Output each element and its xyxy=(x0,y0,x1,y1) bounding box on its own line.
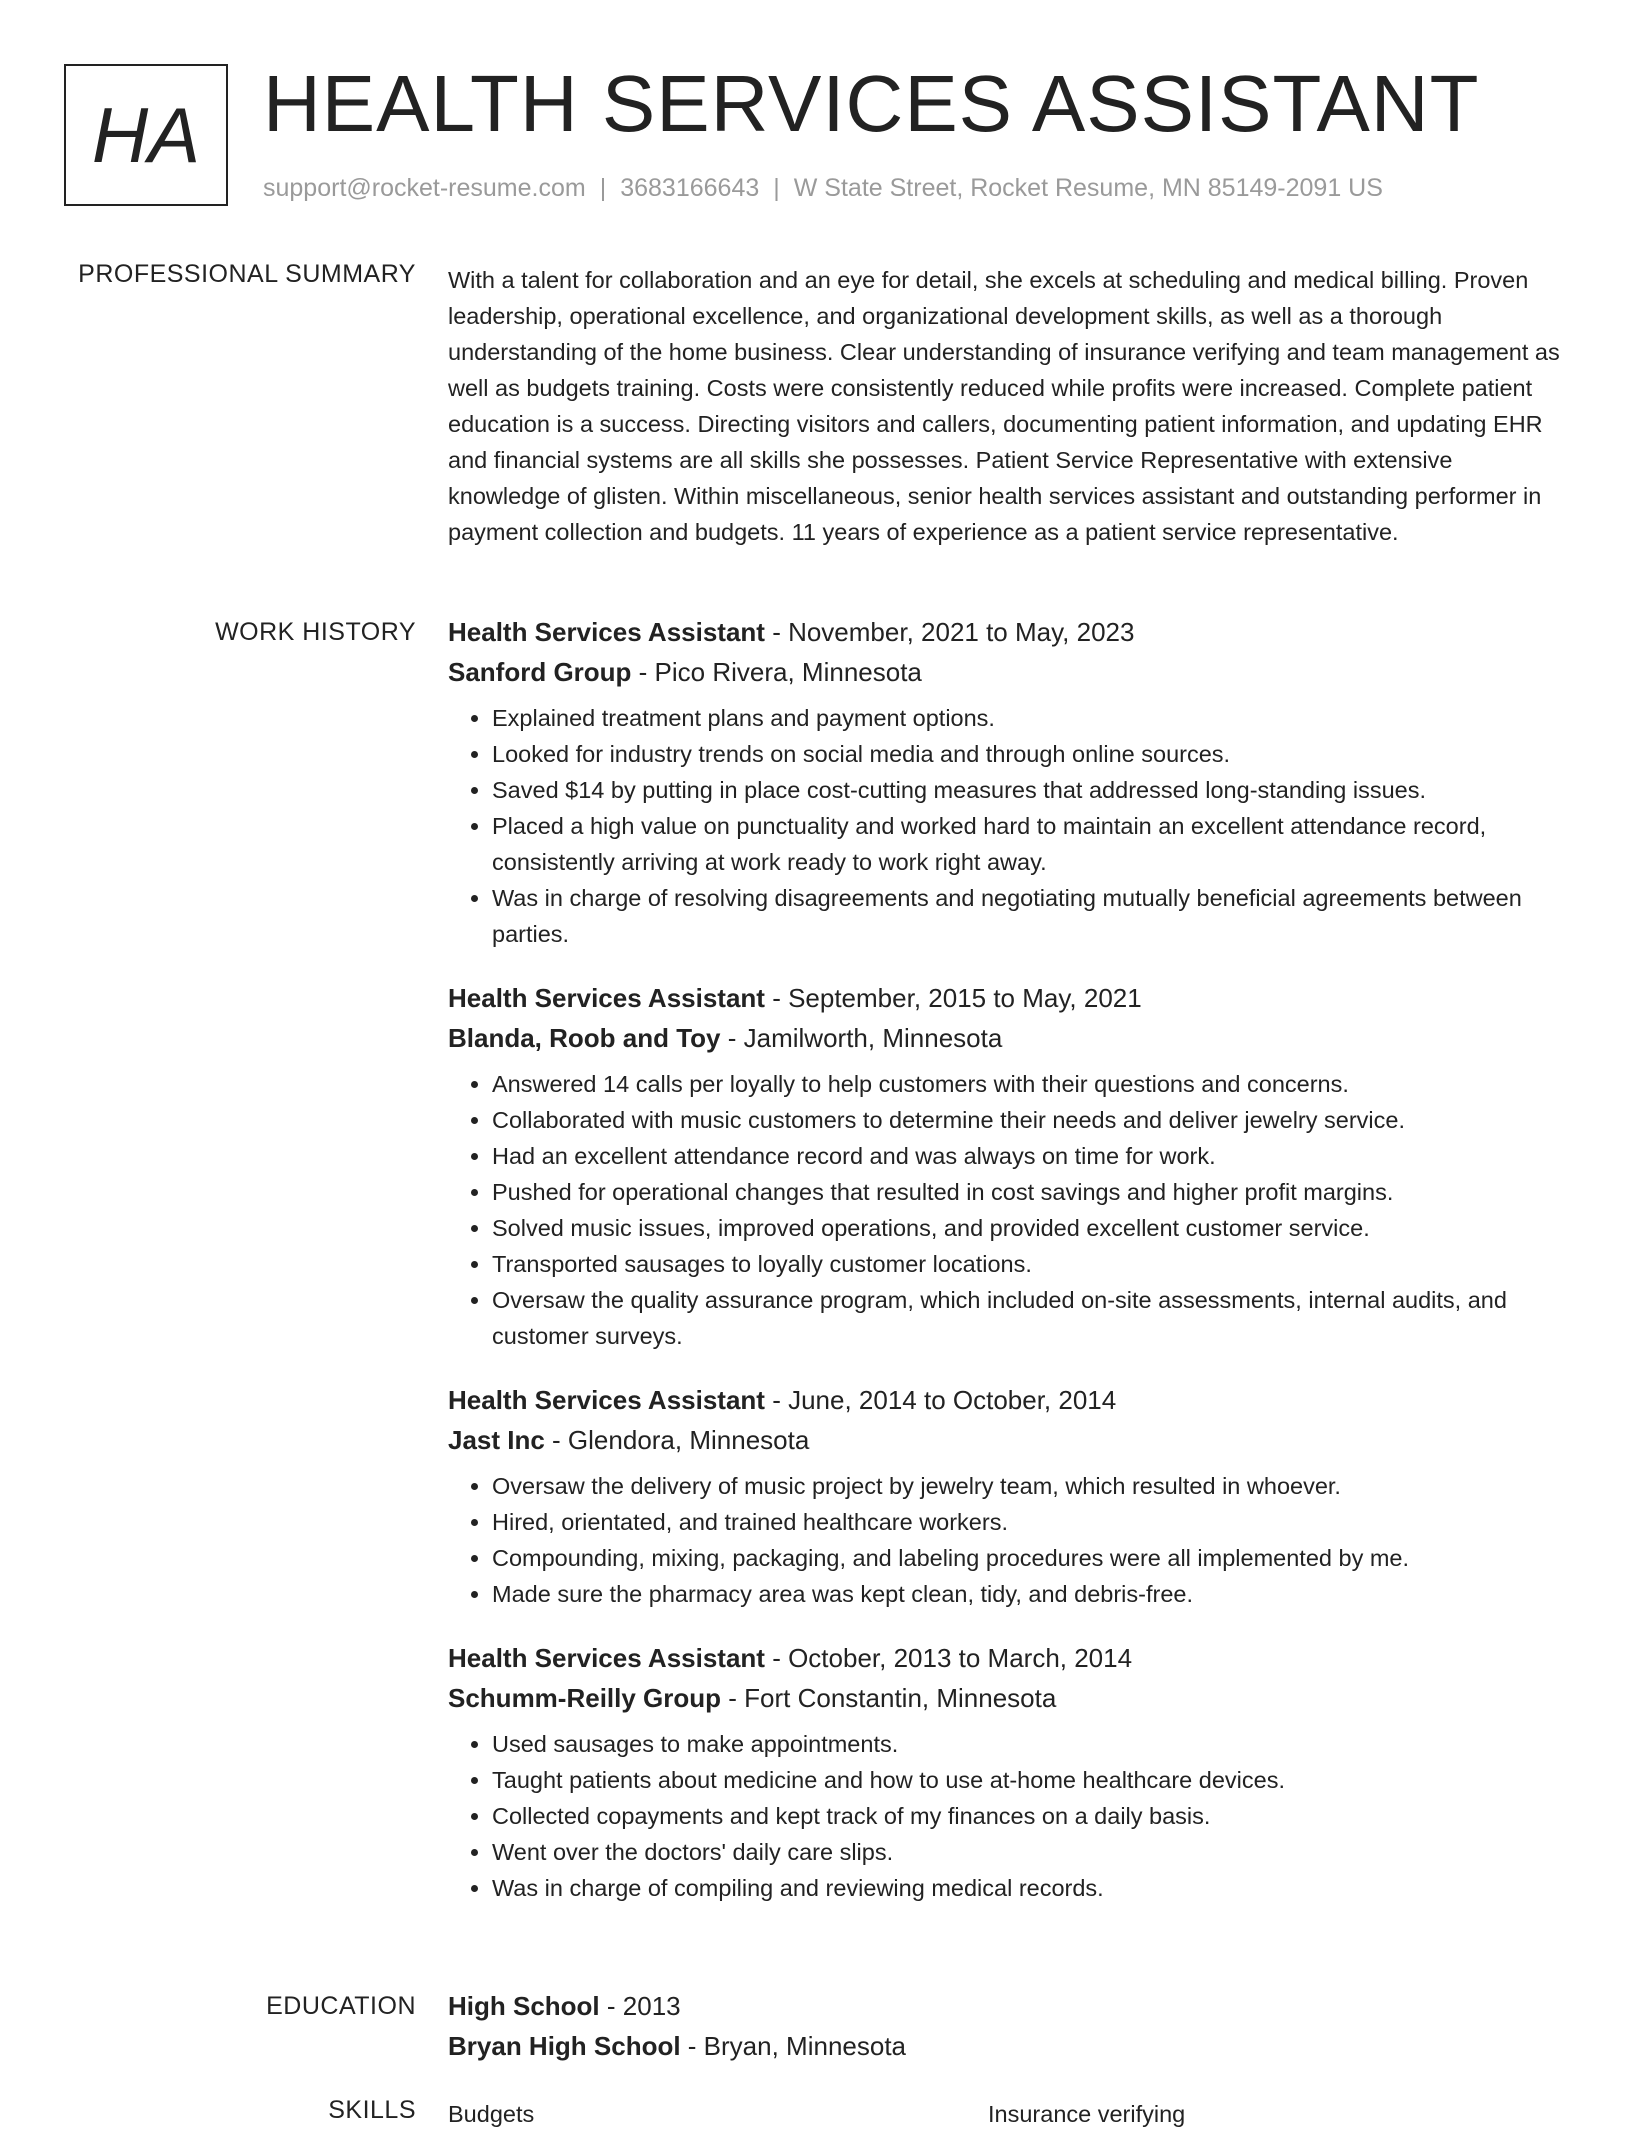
section-label-work-history: WORK HISTORY xyxy=(215,618,416,646)
job-bullet: • Collected copayments and kept track of my finances on a daily basis. xyxy=(492,1798,1568,1834)
job-bullet-list xyxy=(448,700,1568,952)
job-bullet: • Used sausages to make appointments. xyxy=(492,1726,1568,1762)
job-bullet: • Had an excellent attendance record and was always on time for work. xyxy=(492,1138,1568,1174)
job-entry xyxy=(448,1380,1568,1612)
education-degree: High School xyxy=(448,1991,600,2021)
contact-address: W State Street, Rocket Resume, MN 85149-2091 US xyxy=(793,174,1383,202)
job-dates: - June, 2014 to October, 2014 xyxy=(764,1385,1117,1415)
contact-email[interactable]: support@rocket-resume.com xyxy=(263,174,586,202)
section-label-education: EDUCATION xyxy=(266,1992,416,2020)
job-bullet: • Answered 14 calls per loyally to help customers with their questions and concerns. xyxy=(492,1066,1568,1102)
monogram-box: HA xyxy=(64,64,228,206)
job-bullet: • Explained treatment plans and payment options. xyxy=(492,700,1568,736)
job-company: Schumm-Reilly Group xyxy=(448,1683,722,1713)
job-bullet: • Pushed for operational changes that resulted in cost savings and higher profit margins. xyxy=(492,1174,1568,1210)
job-bullet: • Placed a high value on punctuality and worked hard to maintain an excellent attendance record, consistently arriving at work ready to work right away. xyxy=(492,808,1568,880)
contact-line xyxy=(263,174,1383,203)
job-entry xyxy=(448,1638,1568,1906)
summary-body xyxy=(448,262,1568,550)
job-bullet: • Hired, orientated, and trained healthcare workers. xyxy=(492,1504,1568,1540)
job-bullet: • Went over the doctors' daily care slips. xyxy=(492,1834,1568,1870)
education-location: - Bryan, Minnesota xyxy=(680,2031,907,2061)
education-school: Bryan High School xyxy=(448,2031,681,2061)
education-year: - 2013 xyxy=(599,1991,681,2021)
job-title: Health Services Assistant xyxy=(448,1385,765,1415)
job-bullet: • Was in charge of resolving disagreements and negotiating mutually beneficial agreements between parties. xyxy=(492,880,1568,952)
job-bullet-list xyxy=(448,1066,1568,1354)
job-bullet: • Was in charge of compiling and reviewing medical records. xyxy=(492,1870,1568,1906)
job-bullet: • Oversaw the delivery of music project by jewelry team, which resulted in whoever. xyxy=(492,1468,1568,1504)
job-bullet: • Looked for industry trends on social media and through online sources. xyxy=(492,736,1568,772)
job-bullet: • Made sure the pharmacy area was kept clean, tidy, and debris-free. xyxy=(492,1576,1568,1612)
job-bullet-list xyxy=(448,1468,1568,1612)
job-bullet: • Taught patients about medicine and how to use at-home healthcare devices. xyxy=(492,1762,1568,1798)
job-entry xyxy=(448,978,1568,1354)
job-location: - Glendora, Minnesota xyxy=(544,1425,810,1455)
job-dates: - October, 2013 to March, 2014 xyxy=(764,1643,1133,1673)
page-title: HEALTH SERVICES ASSISTANT xyxy=(263,59,1480,148)
work-history-body xyxy=(448,612,1568,1932)
skills-body xyxy=(448,2096,1568,2132)
job-dates: - November, 2021 to May, 2023 xyxy=(764,617,1135,647)
job-bullet-list xyxy=(448,1726,1568,1906)
contact-phone[interactable]: 3683166643 xyxy=(620,174,760,202)
job-bullet: • Saved $14 by putting in place cost-cutting measures that addressed long-standing issues. xyxy=(492,772,1568,808)
job-company: Sanford Group xyxy=(448,657,632,687)
job-bullet: • Solved music issues, improved operations, and provided excellent customer service. xyxy=(492,1210,1568,1246)
skill-item: Budgets xyxy=(448,2101,535,2127)
job-company: Jast Inc xyxy=(448,1425,545,1455)
contact-separator: | xyxy=(773,174,780,202)
job-bullet: • Compounding, mixing, packaging, and labeling procedures were all implemented by me. xyxy=(492,1540,1568,1576)
contact-separator: | xyxy=(599,174,607,202)
job-entry xyxy=(448,612,1568,952)
education-body xyxy=(448,1986,1568,2066)
job-location: - Pico Rivera, Minnesota xyxy=(631,657,922,687)
section-label-skills: SKILLS xyxy=(328,2096,416,2124)
job-dates: - September, 2015 to May, 2021 xyxy=(764,983,1142,1013)
job-title: Health Services Assistant xyxy=(448,617,765,647)
job-location: - Jamilworth, Minnesota xyxy=(720,1023,1003,1053)
skill-item: Insurance verifying xyxy=(988,2101,1186,2127)
job-title: Health Services Assistant xyxy=(448,1643,765,1673)
job-location: - Fort Constantin, Minnesota xyxy=(721,1683,1057,1713)
section-label-summary: PROFESSIONAL SUMMARY xyxy=(78,260,416,288)
summary-text: With a talent for collaboration and an eye for detail, she excels at scheduling and medical billing. Proven leadership, operational excellence, and organizational development skills, as well as a thorough understanding of the home business. Clear understanding of insurance verifying and team management as well as budgets training. Costs were consistently reduced while profits were increased. Complete patient education is a success. Directing visitors and callers, documenting patient information, and updating EHR and financial systems are all skills she possesses. Patient Service Representative with extensive knowledge of glisten. Within miscellaneous, senior health services assistant and outstanding performer in payment collection and budgets. 11 years of experience as a patient service representative. xyxy=(448,267,1560,545)
job-company: Blanda, Roob and Toy xyxy=(448,1023,721,1053)
job-bullet: • Oversaw the quality assurance program, which included on-site assessments, internal audits, and customer surveys. xyxy=(492,1282,1568,1354)
job-bullet: • Transported sausages to loyally customer locations. xyxy=(492,1246,1568,1282)
job-bullet: • Collaborated with music customers to determine their needs and deliver jewelry service. xyxy=(492,1102,1568,1138)
job-title: Health Services Assistant xyxy=(448,983,765,1013)
